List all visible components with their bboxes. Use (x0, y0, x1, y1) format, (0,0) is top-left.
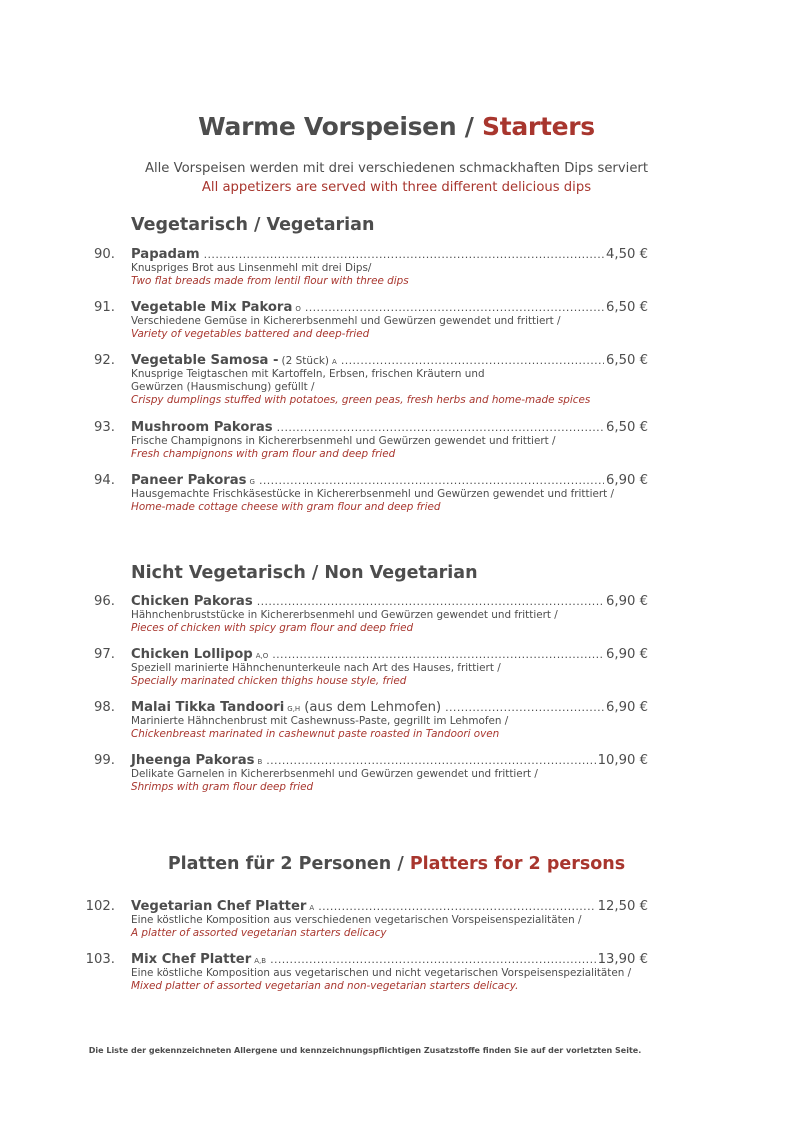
item-price: 6,90 € (606, 647, 648, 662)
allergen-footnote: Die Liste der gekennzeichneten Allergene und kennzeichnungspflichtigen Zusatzstoffe finden Sie auf der vorletzten Seite. (88, 1046, 642, 1055)
description-en: Fresh champignons with gram flour and deep fried (131, 448, 396, 461)
item-line (131, 594, 648, 610)
item-line (131, 420, 648, 436)
item-description (131, 315, 651, 341)
description-de: Gewürzen (Hausmischung) gefüllt / (131, 381, 315, 394)
dot-leader (204, 247, 604, 263)
item-number: 97. (94, 647, 115, 662)
item-description (131, 368, 651, 408)
item-number: 98. (94, 700, 115, 715)
dot-leader (445, 700, 604, 716)
item-number: 96. (94, 594, 115, 609)
description-de: Eine köstliche Komposition aus vegetarischen und nicht vegetarischen Vorspeisenspezialitäten / (131, 967, 632, 979)
allergen-codes: A,O (255, 652, 269, 660)
item-price: 6,90 € (606, 594, 648, 609)
item-number: 102. (85, 899, 115, 914)
allergen-codes: A,B (254, 957, 267, 965)
item-price: 10,90 € (597, 753, 648, 768)
item-number: 103. (85, 952, 115, 967)
allergen-codes: G (249, 478, 255, 486)
item-name: Jheenga Pakoras (131, 753, 255, 768)
dot-leader (277, 420, 604, 436)
item-description (131, 662, 651, 688)
item-price: 6,90 € (606, 473, 648, 488)
item-description (131, 768, 651, 794)
dot-leader (266, 753, 595, 769)
item-number: 91. (94, 300, 115, 315)
description-en: Shrimps with gram flour deep fried (131, 781, 314, 794)
item-price: 13,90 € (597, 952, 648, 967)
item-price: 12,50 € (597, 899, 648, 914)
description-en: Crispy dumplings stuffed with potatoes, green peas, fresh herbs and home-made spices (131, 394, 591, 407)
item-line (131, 247, 648, 263)
dot-leader (257, 594, 604, 610)
description-de: Knusprige Teigtaschen mit Kartoffeln, Erbsen, frischen Kräutern und (131, 368, 485, 380)
description-en: Home-made cottage cheese with gram flour and deep fried (131, 501, 441, 514)
description-de: Hähnchenbruststücke in Kichererbsenmehl und Gewürzen gewendet und frittiert / (131, 609, 558, 621)
item-name: Vegetable Mix Pakora (131, 300, 293, 315)
allergen-codes: B (257, 758, 263, 766)
dot-leader (305, 300, 604, 316)
description-en: Variety of vegetables battered and deep-fried (131, 328, 370, 341)
item-number: 92. (94, 353, 115, 368)
title-en: Starters (481, 112, 595, 141)
allergen-codes: A (332, 358, 337, 366)
allergen-codes: O (295, 305, 301, 313)
section-title (0, 854, 793, 874)
description-de: Hausgemachte Frischkäsestücke in Kichererbsenmehl und Gewürzen gewendet und frittiert / (131, 488, 615, 500)
description-de: Verschiedene Gemüse in Kichererbsenmehl und Gewürzen gewendet und frittiert / (131, 315, 561, 327)
page-title (0, 112, 793, 141)
item-name: Chicken Lollipop (131, 647, 253, 662)
dot-leader (272, 647, 604, 663)
item-number: 93. (94, 420, 115, 435)
item-price: 4,50 € (606, 247, 648, 262)
item-price: 6,50 € (606, 353, 648, 368)
item-name: Paneer Pakoras (131, 473, 247, 488)
description-de: Delikate Garnelen in Kichererbsenmehl und Gewürzen gewendet und frittiert / (131, 768, 538, 780)
item-name: Vegetable Samosa - (131, 353, 279, 368)
description-de: Frische Champignons in Kichererbsenmehl und Gewürzen gewendet und frittiert / (131, 435, 556, 447)
item-name: Papadam (131, 247, 200, 262)
dot-leader (270, 952, 596, 968)
intro-en: All appetizers are served with three different delicious dips (201, 180, 592, 195)
section-title-de: Platten für 2 Personen / (167, 854, 410, 874)
item-price: 6,50 € (606, 300, 648, 315)
description-en: Chickenbreast marinated in cashewnut paste roasted in Tandoori oven (131, 728, 500, 741)
description-de: Marinierte Hähnchenbrust mit Cashewnuss-Paste, gegrillt im Lehmofen / (131, 715, 509, 727)
description-en: Pieces of chicken with spicy gram flour and deep fried (131, 622, 414, 635)
item-price: 6,90 € (606, 700, 648, 715)
description-en: Specially marinated chicken thighs house style, fried (131, 675, 407, 688)
description-en: A platter of assorted vegetarian starters delicacy (131, 927, 387, 940)
section-title-de: Nicht Vegetarisch / Non Vegetarian (131, 563, 478, 583)
dot-leader (341, 353, 604, 369)
item-name: Malai Tikka Tandoori (131, 700, 285, 715)
item-name: Mix Chef Platter (131, 952, 252, 967)
section-title-en: Platters for 2 persons (409, 854, 626, 874)
title-de: Warme Vorspeisen / (198, 112, 482, 141)
section-title-de: Vegetarisch / Vegetarian (131, 215, 375, 235)
item-description (131, 435, 651, 461)
allergen-codes: G,H (287, 705, 301, 713)
item-number: 99. (94, 753, 115, 768)
section-title (131, 563, 478, 583)
item-description (131, 967, 651, 993)
item-number: 94. (94, 473, 115, 488)
description-de: Knuspriges Brot aus Linsenmehl mit drei Dips/ (131, 262, 372, 274)
section-title (131, 215, 374, 235)
allergen-codes: A (309, 904, 315, 912)
item-name: Chicken Pakoras (131, 594, 253, 609)
description-en: Two flat breads made from lentil flour with three dips (131, 275, 409, 288)
item-price: 6,50 € (606, 420, 648, 435)
description-en: Mixed platter of assorted vegetarian and non-vegetarian starters delicacy. (131, 980, 519, 993)
item-quantity-note: (2 Stück) (281, 355, 330, 367)
intro-de: Alle Vorspeisen werden mit drei verschiedenen schmackhaften Dips serviert (144, 161, 649, 176)
item-number: 90. (94, 247, 115, 262)
item-name: Mushroom Pakoras (131, 420, 273, 435)
description-de: Eine köstliche Komposition aus verschiedenen vegetarischen Vorspeisenspezialitäten / (131, 914, 582, 926)
item-description (131, 914, 651, 940)
item-description (131, 488, 651, 514)
item-description (131, 609, 651, 635)
item-name: Vegetarian Chef Platter (131, 899, 307, 914)
item-description (131, 715, 651, 741)
item-description (131, 262, 651, 288)
item-preparation-note: (aus dem Lehmofen) (304, 700, 442, 715)
dot-leader (259, 473, 604, 489)
description-de: Speziell marinierte Hähnchenunterkeule nach Art des Hauses, frittiert / (131, 662, 501, 674)
dot-leader (318, 899, 595, 915)
